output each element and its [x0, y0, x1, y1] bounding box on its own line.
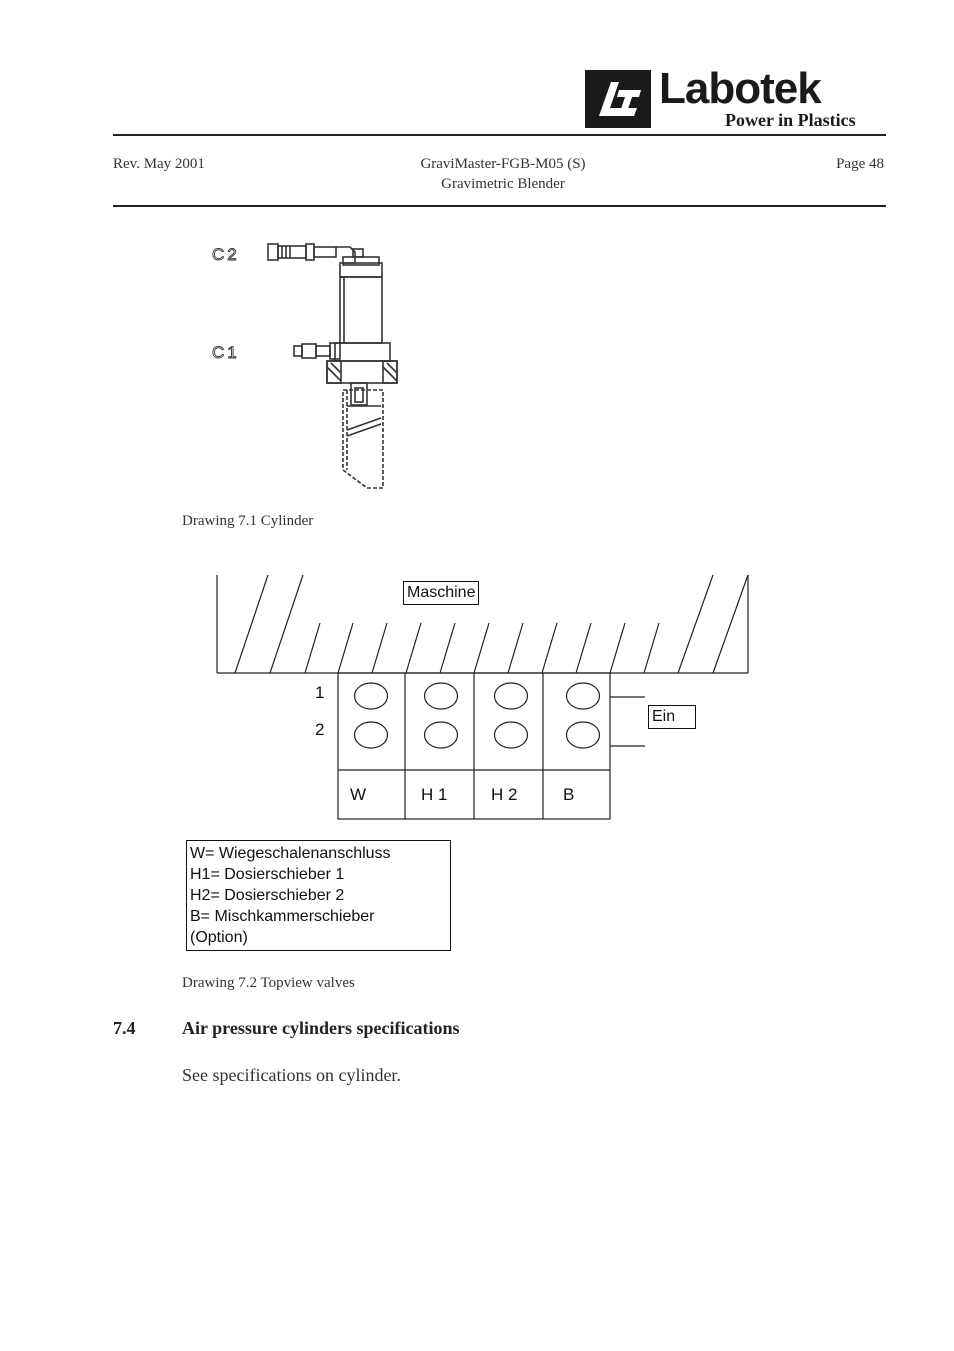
- label-c2: C2: [212, 245, 240, 264]
- legend-item: W= Wiegeschalenanschluss: [190, 845, 391, 862]
- logo-brand: Labotek: [659, 64, 821, 113]
- cylinder-drawing: [155, 230, 405, 500]
- legend-item: B= Mischkammerschieber: [190, 908, 375, 925]
- row-label-2: 2: [315, 720, 325, 739]
- column-label-h1: H 1: [421, 785, 448, 804]
- valve-legend: [186, 840, 451, 951]
- column-label-w: W: [350, 785, 367, 804]
- logo-tagline: Power in Plastics: [725, 110, 856, 130]
- header-top-rule: [113, 134, 886, 136]
- labotek-logo-icon: [585, 70, 653, 130]
- legend-item: (Option): [190, 929, 248, 946]
- document-model: GraviMaster-FGB-M05 (S): [420, 156, 586, 172]
- column-label-b: B: [563, 785, 575, 804]
- revision-date: Rev. May 2001: [113, 156, 205, 172]
- cylinder-illustration: [155, 230, 405, 500]
- section-number: 7.4: [113, 1018, 136, 1038]
- machine-label: Maschine: [403, 581, 479, 605]
- ein-label: Ein: [648, 705, 696, 729]
- section-title: Air pressure cylinders specifications: [182, 1018, 460, 1038]
- valves-topview-diagram: [210, 570, 770, 830]
- drawing-caption-cylinder: Drawing 7.1 Cylinder: [182, 513, 314, 529]
- label-c1: C1: [212, 343, 240, 362]
- row-label-1: 1: [315, 683, 325, 702]
- header-bottom-rule: [113, 205, 886, 207]
- legend-item: H2= Dosierschieber 2: [190, 887, 345, 904]
- column-label-h2: H 2: [491, 785, 518, 804]
- document-subtitle: Gravimetric Blender: [441, 176, 565, 192]
- page-number: Page 48: [836, 156, 884, 172]
- drawing-caption-valves: Drawing 7.2 Topview valves: [182, 975, 355, 991]
- section-body: See specifications on cylinder.: [182, 1065, 401, 1085]
- valves-drawing: [210, 570, 770, 830]
- legend-item: H1= Dosierschieber 1: [190, 866, 345, 883]
- company-logo: [585, 64, 885, 132]
